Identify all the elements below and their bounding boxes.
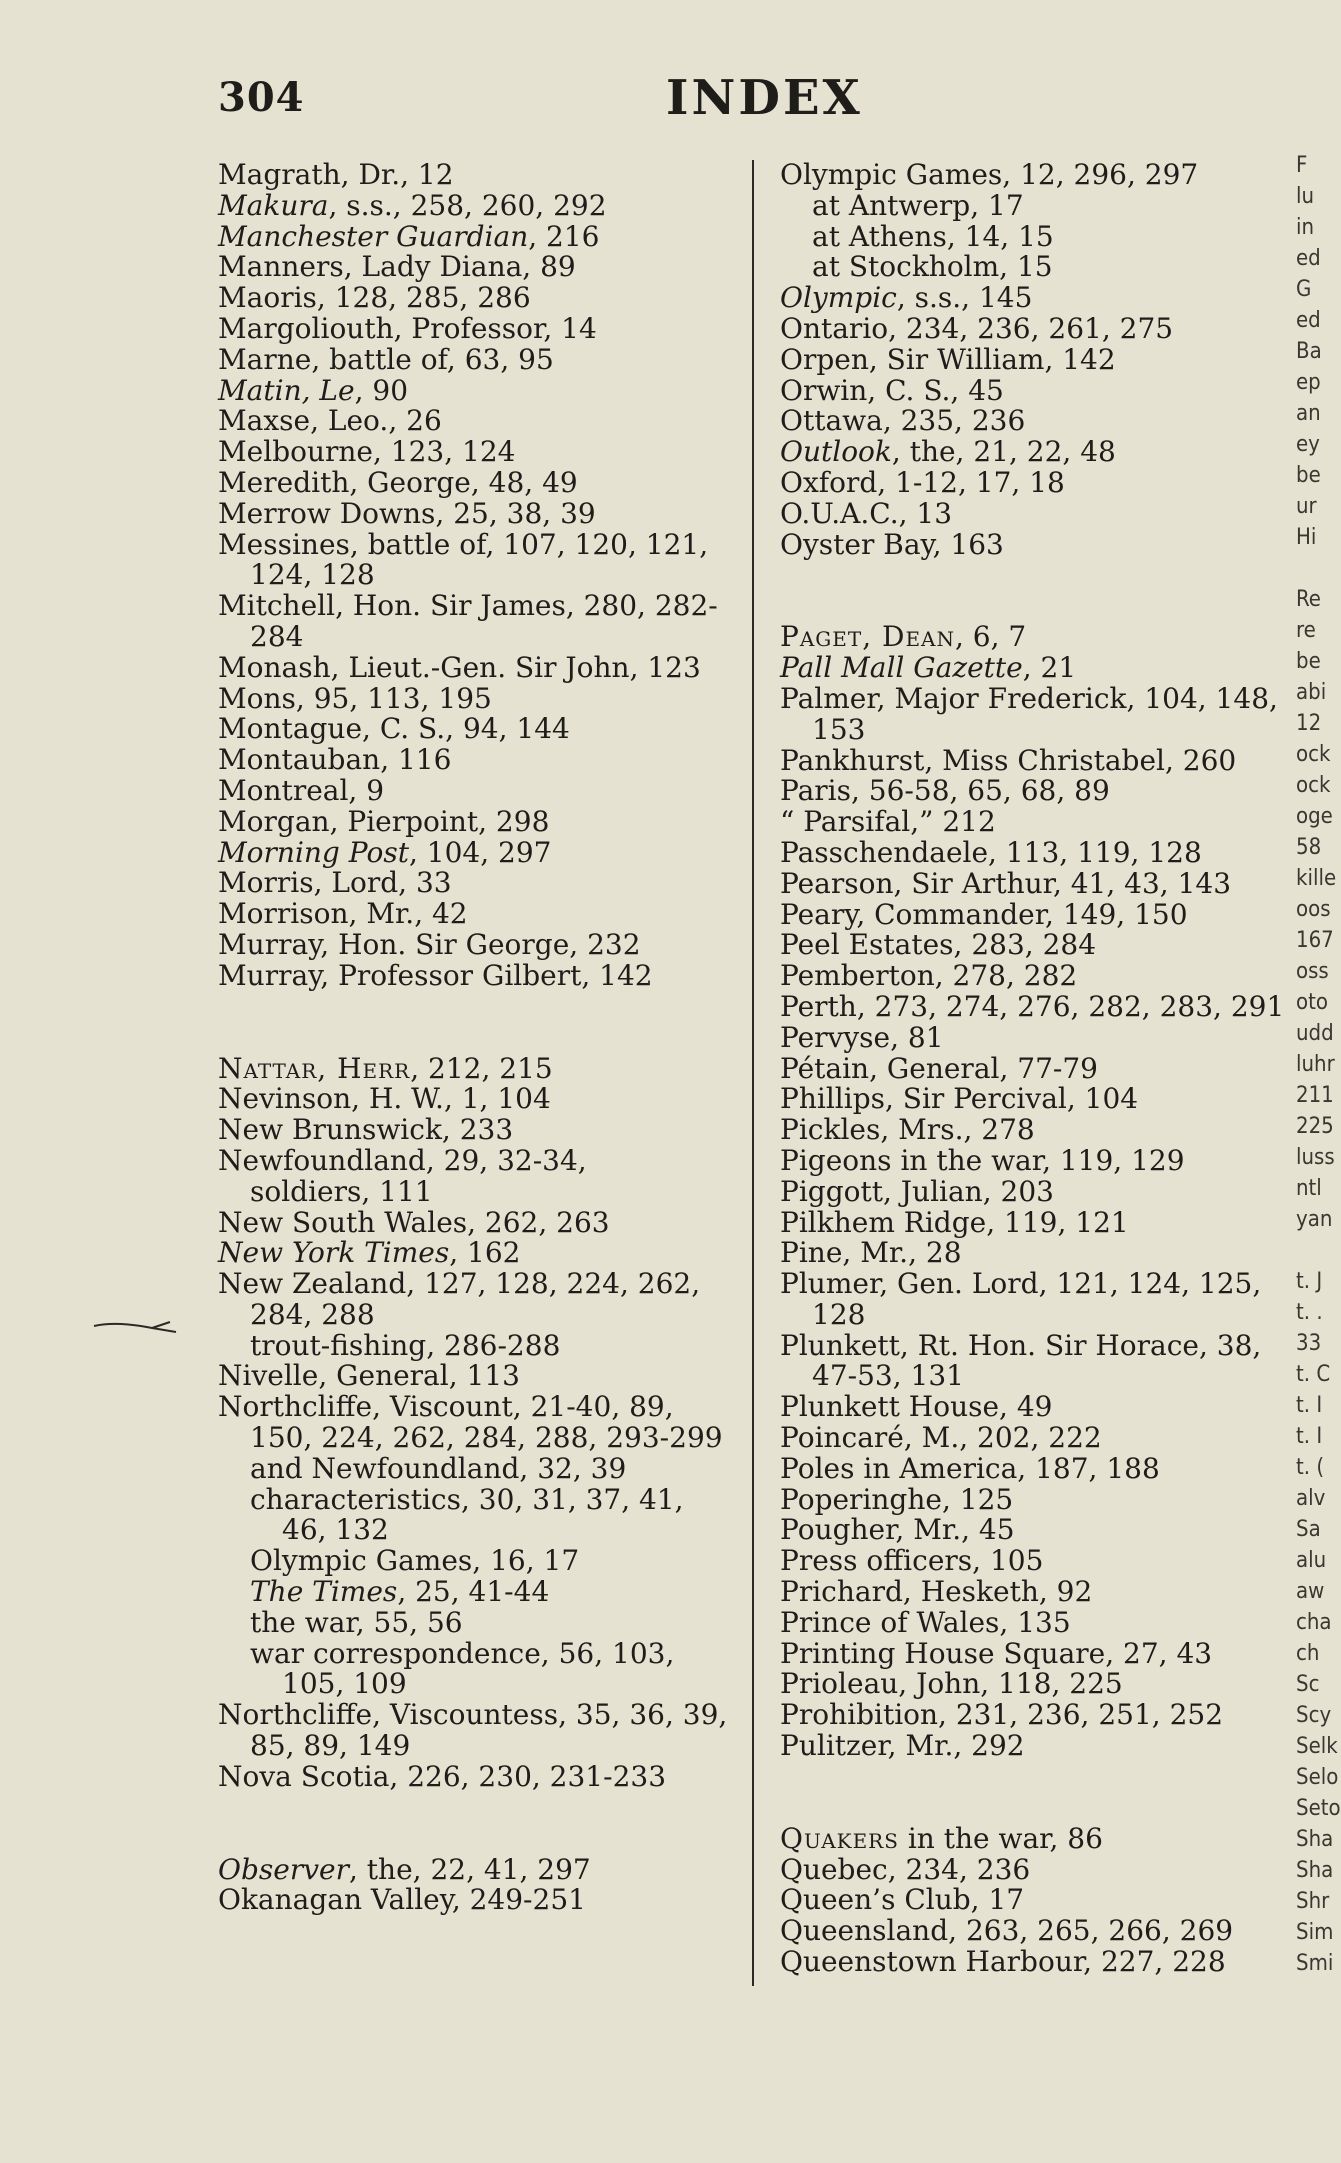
index-entry [218,188,730,222]
margin-fragment: luhr [1296,1052,1335,1077]
margin-fragment: t. . [1296,1300,1323,1325]
index-entry: Northcliffe, Viscount, 21-40, 89, 150, 224, 262, 284, 288, 293-299 [218,1390,723,1455]
index-entry: Orpen, Sir William, 142 [780,342,1116,376]
margin-fragment: ed [1296,308,1321,333]
index-entry: Merrow Downs, 25, 38, 39 [218,496,596,530]
margin-fragment: an [1296,401,1321,426]
page-number: 304 [218,74,305,121]
index-entry-part: , 216 [528,219,600,253]
index-entry: Plumer, Gen. Lord, 121, 124, 125, 128 [780,1267,1262,1331]
index-entry: Montague, C. S., 94, 144 [218,712,570,746]
index-entry [780,622,1292,653]
index-entry-part: , s.s., 145 [896,281,1033,315]
margin-fragment: ntl [1296,1176,1322,1201]
margin-fragment: in [1296,215,1315,240]
index-entry-part: New York Times [218,1236,450,1270]
index-subentry: characteristics, 30, 31, 37, 41, 46, 132 [250,1482,684,1547]
index-entry: Pervyse, 81 [780,1020,944,1054]
index-entry [780,653,1292,684]
index-entry: Pearson, Sir Arthur, 41, 43, 143 [780,866,1232,900]
index-entry: Margoliouth, Professor, 14 [218,311,597,345]
index-entry-part: in the war, 86 [898,1821,1103,1855]
index-entry: “ Parsifal,” 212 [780,805,996,839]
index-entry: Paris, 56-58, 65, 68, 89 [780,774,1110,808]
index-entry: Passchendaele, 113, 119, 128 [780,835,1202,869]
index-entry: Piggott, Julian, 203 [780,1174,1054,1208]
index-entry: Quebec, 234, 236 [780,1852,1031,1886]
index-entry: Nova Scotia, 226, 230, 231-233 [218,1759,667,1793]
section-gap [780,560,1292,622]
margin-fragment: abi [1296,680,1327,705]
margin-fragment: Seto [1296,1796,1341,1821]
index-entry: Morris, Lord, 33 [218,866,452,900]
margin-fragment: 225 [1296,1114,1334,1139]
index-entry: Northcliffe, Viscountess, 35, 36, 39, 85, 89, 149 [218,1698,728,1763]
index-entry [218,1238,730,1269]
index-entry: Morrison, Mr., 42 [218,897,468,931]
index-entry-part: Morning Post [218,835,409,869]
margin-fragment: t. J [1296,1269,1323,1294]
index-entry-part: Paget, Dean [780,620,955,654]
index-entry-part: , 104, 297 [408,835,552,869]
index-entry: Nevinson, H. W., 1, 104 [218,1082,551,1116]
index-entry: Pankhurst, Miss Christabel, 260 [780,743,1237,777]
margin-fragment [1296,1235,1325,1266]
margin-fragment: ur [1296,494,1317,519]
margin-fragment: re [1296,618,1316,643]
index-subentry: at Antwerp, 17 [812,188,1024,222]
margin-fragment: lu [1296,184,1315,209]
margin-fragment: 167 [1296,928,1334,953]
margin-fragment: Shr [1296,1889,1330,1914]
index-entry-part: , 162 [449,1236,521,1270]
index-column-right [780,160,1292,1978]
index-entry: Plunkett, Rt. Hon. Sir Horace, 38, 47-53, 131 [780,1328,1262,1393]
index-entry: Peel Estates, 283, 284 [780,928,1097,962]
index-entry: Peary, Commander, 149, 150 [780,897,1188,931]
margin-fragment: Re [1296,587,1321,612]
index-entry: Montreal, 9 [218,773,385,807]
index-column-left [218,160,730,1916]
index-entry-part: Observer [218,1852,349,1886]
index-entry: Printing House Square, 27, 43 [780,1636,1213,1670]
index-entry: Pougher, Mr., 45 [780,1513,1015,1547]
margin-fragment: oss [1296,959,1329,984]
index-entry-part: , 90 [354,373,409,407]
margin-fragment: oos [1296,897,1331,922]
index-entry-part: Pall Mall Gazette [780,651,1023,685]
index-entry: Nivelle, General, 113 [218,1359,520,1393]
margin-fragment: G [1296,277,1312,302]
index-subentry: Olympic Games, 16, 17 [250,1544,580,1578]
index-entry: Queen’s Club, 17 [780,1883,1025,1917]
index-entry-part: , 21 [1022,651,1077,685]
index-entry [218,373,730,407]
index-entry: New Brunswick, 233 [218,1113,514,1147]
margin-fragment: Sha [1296,1858,1334,1883]
margin-fragment: Sha [1296,1827,1334,1852]
margin-fragment: ock [1296,773,1331,798]
margin-fragment: be [1296,463,1321,488]
index-entry: Perth, 273, 274, 276, 282, 283, 291 [780,989,1285,1023]
margin-fragment: luss [1296,1145,1335,1170]
margin-fragment: Sc [1296,1672,1320,1697]
index-entry: Prohibition, 231, 236, 251, 252 [780,1698,1224,1732]
margin-fragment: Ba [1296,339,1322,364]
index-entry: Pemberton, 278, 282 [780,959,1078,993]
index-subentry: the war, 55, 56 [250,1605,463,1639]
index-subentry: trout-fishing, 286-288 [250,1328,561,1362]
index-entry [218,1852,730,1886]
index-entry: Pulitzer, Mr., 292 [780,1729,1025,1763]
index-entry [780,437,1292,468]
index-entry: Oxford, 1-12, 17, 18 [780,465,1065,499]
index-entry: New South Wales, 262, 263 [218,1205,610,1239]
index-entry: Newfoundland, 29, 32-34, [218,1143,587,1177]
index-entry [218,835,730,869]
index-entry: Pétain, General, 77-79 [780,1051,1098,1085]
index-entry: Queenstown Harbour, 227, 228 [780,1945,1226,1979]
index-entry-part: The Times [250,1575,398,1609]
index-entry: Ottawa, 235, 236 [780,404,1026,438]
index-entry-part: , 212, 215 [410,1051,553,1085]
index-entry [218,1051,730,1085]
index-subentry: war correspondence, 56, 103, 105, 109 [250,1636,675,1701]
margin-fragment: t. C [1296,1362,1331,1387]
index-subentry: and Newfoundland, 32, 39 [250,1451,627,1485]
pen-mark-icon [92,1318,178,1334]
index-entry: Magrath, Dr., 12 [218,158,454,191]
index-entry: Meredith, George, 48, 49 [218,465,578,499]
column-divider [752,160,754,1986]
index-entry: Pilkhem Ridge, 119, 121 [780,1205,1129,1239]
index-entry-part: Makura [218,188,329,222]
index-entry: New Zealand, 127, 128, 224, 262, 284, 288 [218,1267,701,1331]
section-gap [218,992,730,1054]
index-entry: Prioleau, John, 118, 225 [780,1667,1123,1701]
index-entry: Olympic Games, 12, 296, 297 [780,158,1199,191]
margin-fragment: t. ( [1296,1455,1325,1480]
index-entry: Melbourne, 123, 124 [218,435,516,469]
margin-fragment: aw [1296,1579,1325,1604]
index-entry: Mitchell, Hon. Sir James, 280, 282-284 [218,589,718,653]
margin-fragment: cha [1296,1610,1332,1635]
margin-fragment: alu [1296,1548,1327,1573]
index-entry: Oyster Bay, 163 [780,527,1004,561]
margin-fragment: ock [1296,742,1331,767]
margin-fragment: ed [1296,246,1321,271]
index-entry: Maxse, Leo., 26 [218,404,442,438]
index-entry-part: Olympic [780,281,897,315]
index-entry: Morgan, Pierpoint, 298 [218,804,550,838]
index-entry: Monash, Lieut.-Gen. Sir John, 123 [218,650,701,684]
index-entry: Pine, Mr., 28 [780,1236,962,1270]
margin-fragment [1296,553,1325,584]
index-entry: Queensland, 263, 265, 266, 269 [780,1914,1234,1948]
section-gap [218,1793,730,1855]
margin-fragment: alv [1296,1486,1326,1511]
index-entry: Poincaré, M., 202, 222 [780,1421,1102,1455]
index-entry: Montauban, 116 [218,743,452,777]
index-entry-part: Manchester Guardian [218,219,529,253]
margin-fragment: Selo [1296,1765,1339,1790]
index-entry: Phillips, Sir Percival, 104 [780,1082,1139,1116]
index-entry-part: , 6, 7 [955,620,1027,654]
index-entry-part: Quakers [780,1821,899,1855]
index-entry: Press officers, 105 [780,1544,1044,1578]
index-entry: Poles in America, 187, 188 [780,1451,1160,1485]
index-entry: Marne, battle of, 63, 95 [218,342,554,376]
margin-fragment: be [1296,649,1321,674]
margin-fragment: Sim [1296,1920,1334,1945]
index-subentry: soldiers, 111 [250,1174,433,1208]
margin-fragment: 33 [1296,1331,1322,1356]
index-entry: Pigeons in the war, 119, 129 [780,1143,1185,1177]
section-gap [780,1762,1292,1824]
index-entry-part: , s.s., 258, 260, 292 [328,188,607,222]
margin-fragment: t. I [1296,1424,1323,1449]
index-subentry: at Stockholm, 15 [812,250,1053,284]
index-entry-part: Matin, Le [218,373,355,407]
page-title: INDEX [666,70,863,126]
index-entry: Pickles, Mrs., 278 [780,1113,1035,1147]
index-entry [780,283,1292,314]
margin-fragment: udd [1296,1021,1334,1046]
index-entry: Poperinghe, 125 [780,1482,1014,1516]
margin-fragment: Smi [1296,1951,1334,1976]
margin-fragment: Scy [1296,1703,1332,1728]
margin-fragment: 12 [1296,711,1322,736]
margin-fragment: oto [1296,990,1328,1015]
index-entry: Ontario, 234, 236, 261, 275 [780,311,1174,345]
index-entry: Okanagan Valley, 249-251 [218,1883,586,1917]
index-entry: Palmer, Major Frederick, 104, 148, 153 [780,681,1278,746]
index-entry: Manners, Lady Diana, 89 [218,250,576,284]
margin-fragment: oge [1296,804,1333,829]
margin-fragment: kille [1296,866,1337,891]
margin-fragment: yan [1296,1207,1333,1232]
facing-page-margin [1296,150,1341,2010]
index-entry: Prince of Wales, 135 [780,1605,1071,1639]
margin-fragment: ep [1296,370,1321,395]
margin-fragment: Selk [1296,1734,1338,1759]
index-entry: Prichard, Hesketh, 92 [780,1575,1093,1609]
index-entry [780,1821,1292,1855]
index-subentry: at Athens, 14, 15 [812,219,1054,253]
margin-fragment: ey [1296,432,1320,457]
index-subentry [218,1577,730,1608]
index-entry: Murray, Hon. Sir George, 232 [218,927,641,961]
margin-fragment: F [1296,153,1308,178]
margin-fragment: t. I [1296,1393,1323,1418]
index-entry-part: Nattar, Herr [218,1051,411,1085]
margin-fragment: 58 [1296,835,1322,860]
index-entry-part: , 25, 41-44 [397,1575,550,1609]
margin-fragment: Hi [1296,525,1317,550]
index-entry: Orwin, C. S., 45 [780,373,1004,407]
index-entry-part: , the, 22, 41, 297 [348,1852,591,1886]
index-entry: Murray, Professor Gilbert, 142 [218,958,653,992]
index-entry: Mons, 95, 113, 195 [218,681,492,715]
index-entry: Maoris, 128, 285, 286 [218,281,531,315]
index-entry [218,219,730,253]
index-entry: Plunkett House, 49 [780,1390,1053,1424]
index-entry-part: Outlook [780,435,892,469]
index-entry: Messines, battle of, 107, 120, 121, 124, 128 [218,527,709,592]
index-entry-part: , the, 21, 22, 48 [891,435,1116,469]
index-entry: O.U.A.C., 13 [780,496,953,530]
margin-fragment: 211 [1296,1083,1334,1108]
margin-fragment: ch [1296,1641,1320,1666]
margin-fragment: Sa [1296,1517,1321,1542]
